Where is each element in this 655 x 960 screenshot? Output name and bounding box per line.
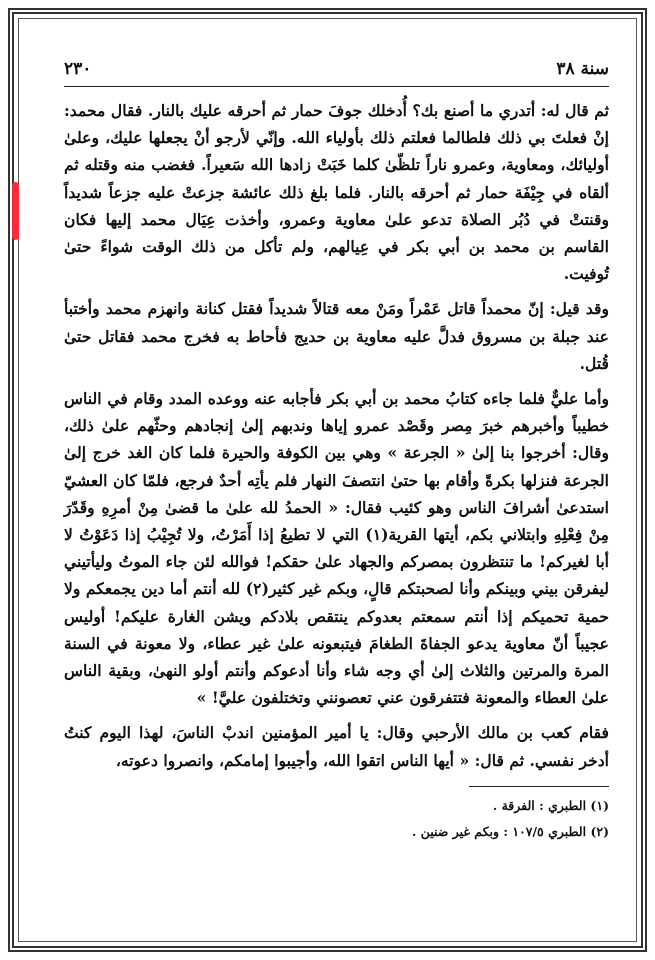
book-page (64, 58, 609, 845)
red-highlight-marker (12, 182, 19, 240)
footnote-rule (469, 786, 609, 787)
footnote-2: (٢) الطبري ١٠٧/٥ : وبكم غير ضنين . (411, 823, 609, 839)
running-title: سنة ٣٨ (556, 59, 609, 79)
footnote-1: (١) الطبري : الفرقة . (492, 797, 609, 813)
page-header (64, 58, 609, 80)
paragraph-2: وقد قيل: إنّ محمداً قاتل عَمْراً ومَنْ معه قتالاً شديداً فقتل كنانة وانهزم محمد وأختبأ عند جبلة بن مسروق فدلَّ عليه معاوية بن حديج فأحاط به فخرج محمد فقاتل حتىٰ قُتل. (64, 299, 609, 373)
paragraph-1: ثم قال له: أتدري ما أصنع بك؟ أُدخلك جوفَ حمار ثم أحرقه عليك بالنار. فقال محمد: إنْ فعلتَ بي ذلك فلطالما فعلتم ذلك بأولياء الله. وإنّي لأرجو أنْ يجعلها عليك، وعلىٰ أوليائك، ومعاوية، وعمرو ناراً تلظّىٰ كلما خَبَتْ زادها الله سَعيراً. فغضب منه وقتله ثم ألقاه في جِيْفَة حمار ثم أحرقه بالنار. فلما بلغ ذلك عائشة جزعتْ عليه جزعاً شديداً وقنتتْ في دُبُر الصلاة تدعو علىٰ معاوية وعمرو، وأخذت عِيَال محمد إليها فكان القاسم بن محمد بن أبي بكر في عِيالهم، ولم تأكل من ذلك الوقت شواءً حتىٰ تُوفيت. (64, 101, 609, 284)
paragraph-3: وأما عليٌّ فلما جاءه كتابُ محمد بن أبي بكر فأجابه عنه ووعده المدد وقام في الناس خطيباً وأخبرهم خبرَ مِصر وقَصْد عمرو إياها وندبهم إلىٰ إنجادهم وحثّهم علىٰ ذلك، وقال: أخرجوا بنا إلىٰ « الجرعة » وهي بين الكوفة والحيرة فلما كان الغد خرج إلىٰ الجرعة فنزلها بكرةً وأقام بها حتىٰ انتصفَ النهار فلم يأتِه أحدٌ فرجع، فلمّا كان العشيّ استدعىٰ أشرافَ الناس وهو كئيب فقال: « الحمدُ لله علىٰ ما قضىٰ مِنْ أمرِهِ وقَدّرَ مِنْ فِعْلِهِ وابتلاني بكم، أيتها القرية(١) التي لا تطيعُ إذا أَمَرْتُ، ولا تُجِيْبُ إذا دَعَوْتُ لا أبا لغيركم! ما تنتظرون بمصركم والجهاد علىٰ حقكم! فوالله لئن جاء الموتُ وليأتيني ليفرقن بيني وبينكم وأنا لصحبتكم قالٍ، وبكم غير كثير(٢) لله أنتم أما دين يجمعكم ولا حمية تحميكم إذا أنتم سمعتم بعدوكم ينتقص بلادكم ويشن الغارة عليكم! أوليس عجيباً أنّ معاوية يدعو الجفاةَ الطغامَ فيتبعونه علىٰ غير عطاء، ولا معونة في السنة المرة والمرتين والثلاث إلىٰ أي وجه شاء وأنا أدعوكم وأنتم أولو النهىٰ، وبقية الناس علىٰ العطاء والمعونة فتتفرقون عني تعصونني وتختلفون عليَّ! » (64, 389, 609, 708)
paragraph-4: فقام كعب بن مالك الأرحبي وقال: يا أمير المؤمنين اندبْ الناسَ، لهذا اليوم كنتُ أدخر نفسي. ثم قال: « أيها الناس اتقوا الله، وأجيبوا إمامكم، وانصروا دعوته، (64, 723, 609, 770)
page-number: ٢٣٠ (64, 59, 92, 79)
header-rule (64, 86, 609, 87)
